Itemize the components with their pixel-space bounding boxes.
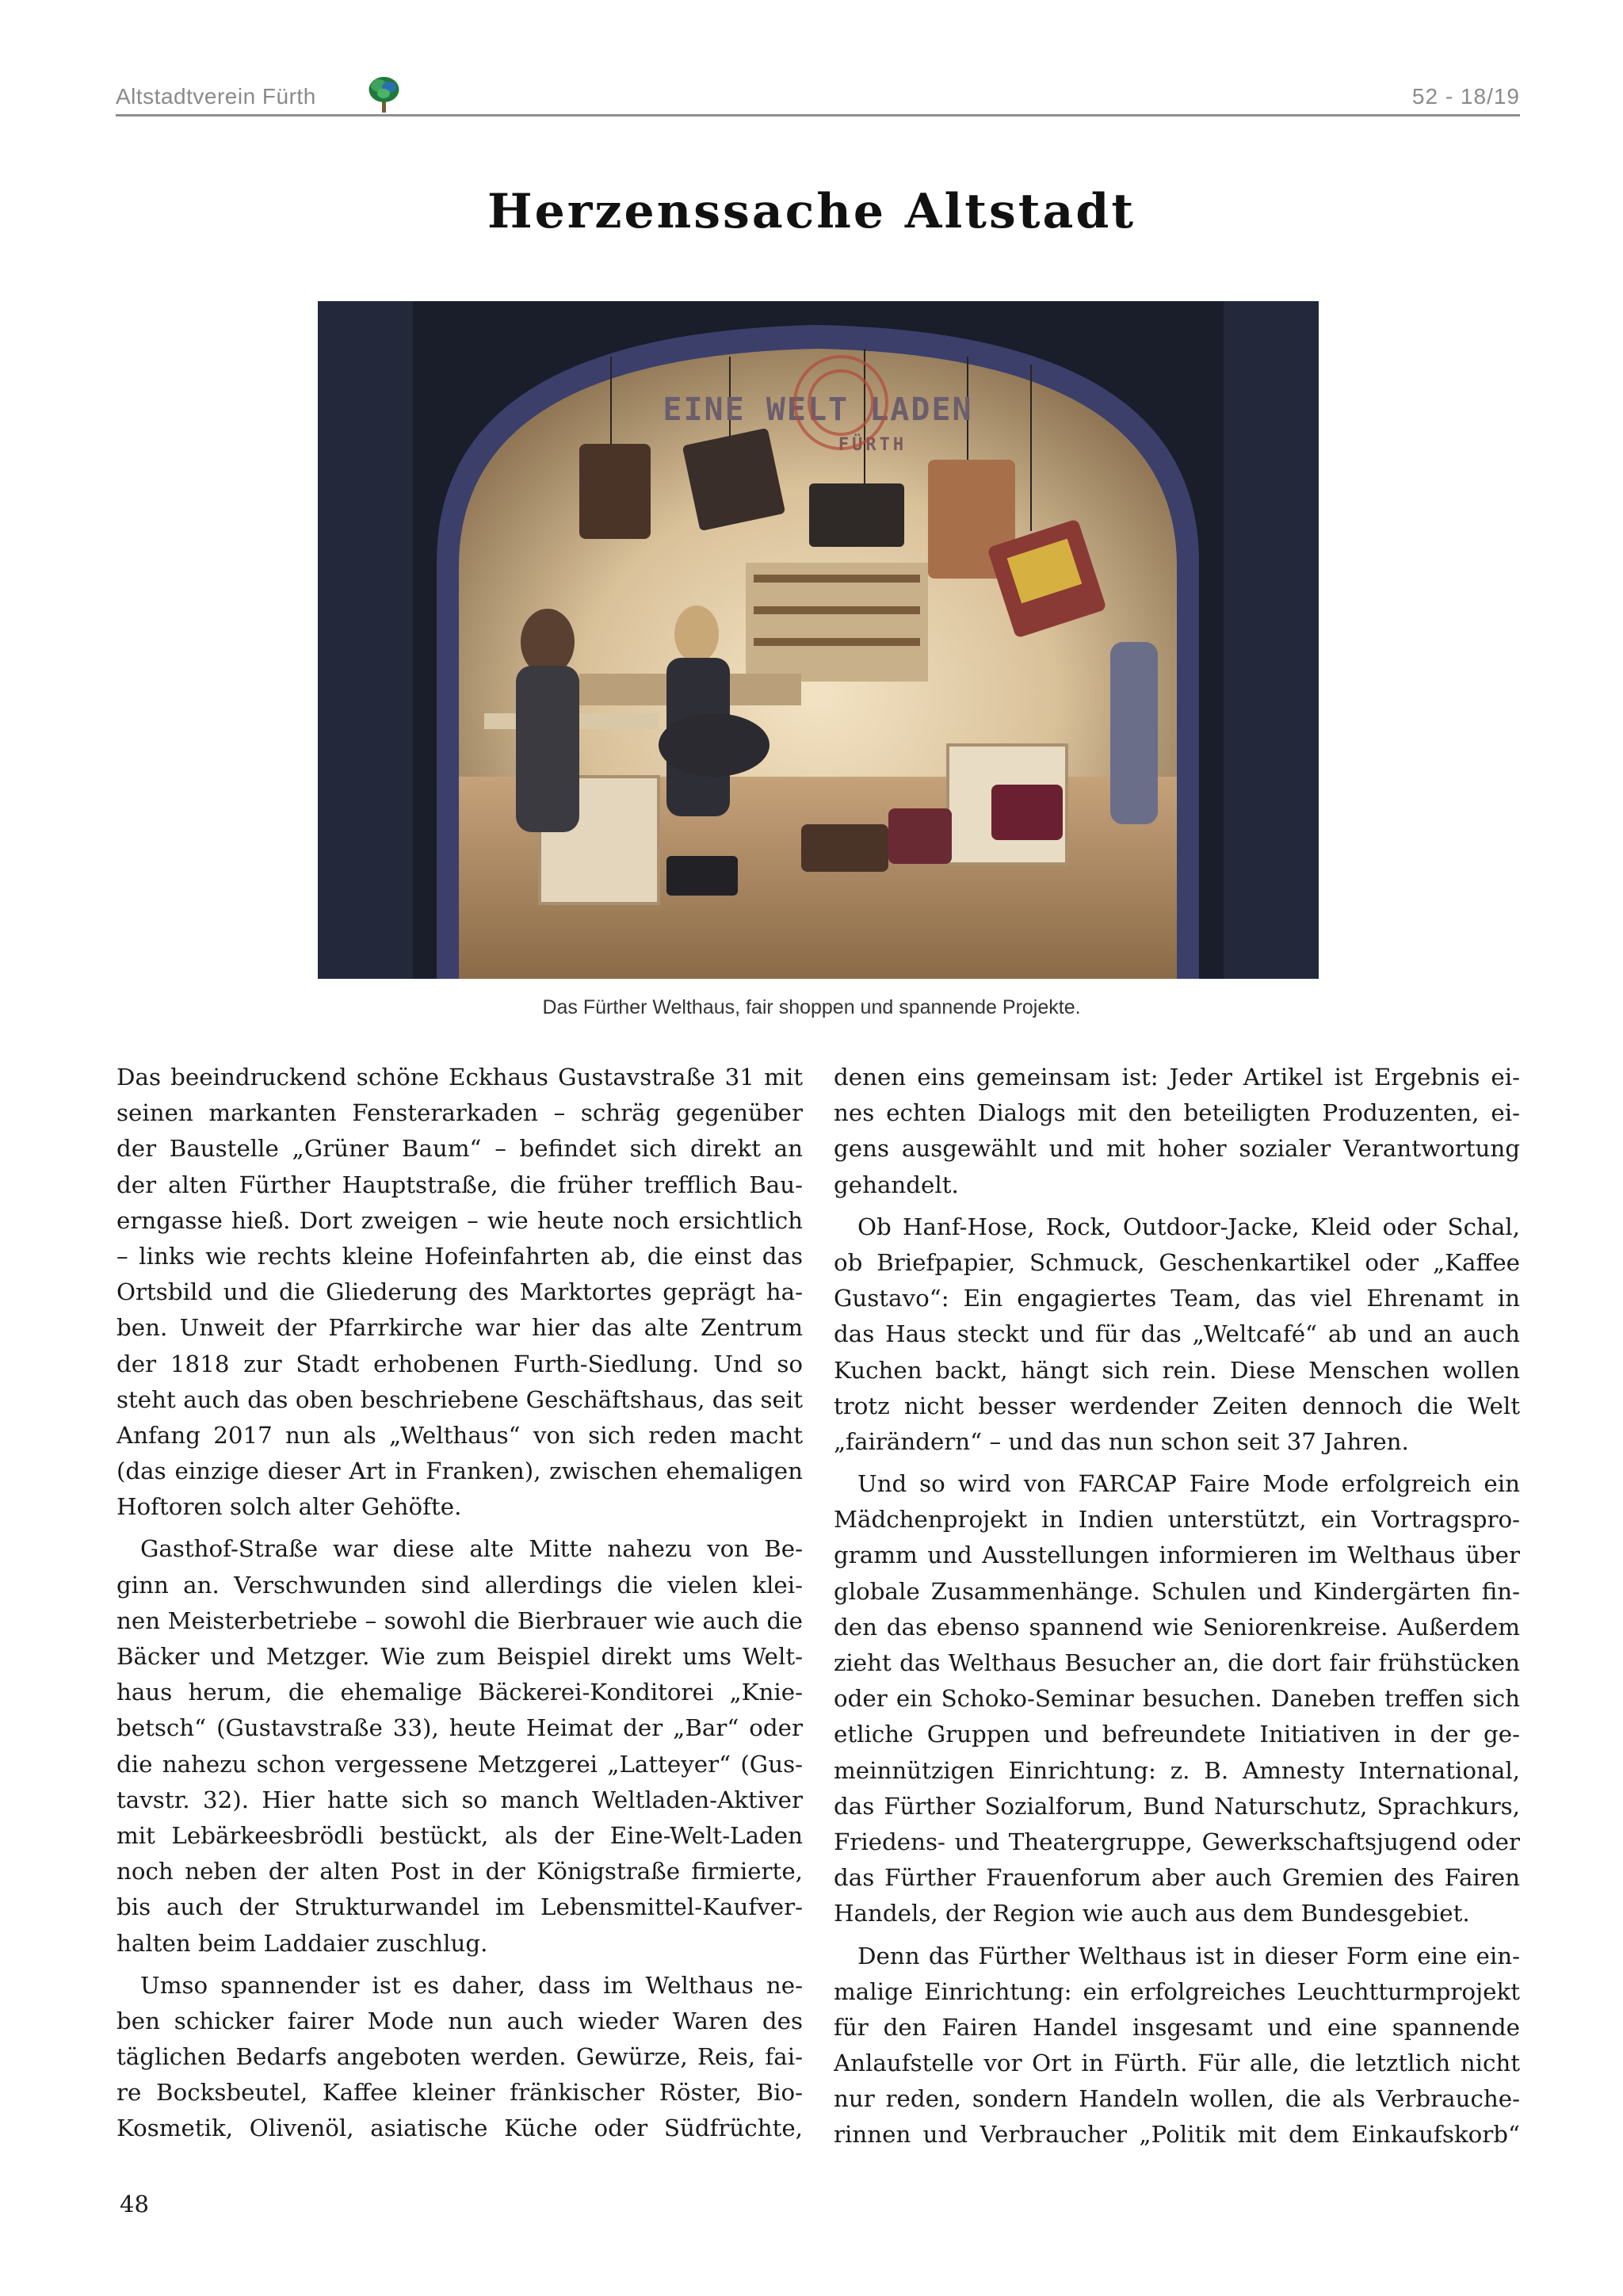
body-text-line: Kosmetik, Olivenöl, asiatische Küche oder Südfrüchte, <box>116 2115 803 2142</box>
body-text-line: für den Fairen Handel insgesamt und eine spannende <box>834 2013 1520 2041</box>
body-text-line: ob Briefpapier, Schmuck, Geschenkartikel oder „Kaffee <box>834 1248 1520 1276</box>
body-text-line: mit Lebärkeesbrödli bestückt, als der Eine-Welt-Laden <box>116 1821 803 1849</box>
body-text-line: nes echten Dialogs mit den beteiligten Produzenten, ei- <box>834 1099 1520 1127</box>
body-text-line: steht auch das oben beschriebene Geschäftshaus, das seit <box>116 1385 803 1413</box>
body-text-line: Ortsbild und die Gliederung des Marktortes geprägt ha- <box>116 1278 803 1306</box>
header-issue: 52 - 18/19 <box>1411 84 1520 109</box>
body-text-line: malige Einrichtung: ein erfolgreiches Leuchtturmprojekt <box>834 1977 1520 2005</box>
body-text-line: Kuchen backt, hängt sich rein. Diese Menschen wollen <box>834 1356 1520 1384</box>
shop-photo <box>318 301 1319 979</box>
text-column-right <box>834 1060 1520 2153</box>
body-text-line: re Bocksbeutel, Kaffee kleiner fränkischer Röster, Bio- <box>116 2079 803 2107</box>
body-text-line: Das beeindruckend schöne Eckhaus Gustavstraße 31 mit <box>116 1064 803 1091</box>
body-text-line: Ob Hanf-Hose, Rock, Outdoor-Jacke, Kleid oder Schal, <box>857 1213 1520 1240</box>
body-text-line: meinnützigen Einrichtung: z. B. Amnesty International, <box>834 1756 1520 1784</box>
body-text-line: gens ausgewählt und mit hoher sozialer Verantwortung <box>834 1135 1520 1163</box>
article-title: Herzenssache Altstadt <box>487 184 1136 239</box>
body-text-line: denen eins gemeinsam ist: Jeder Artikel ist Ergebnis ei- <box>834 1064 1520 1091</box>
body-text-line: der alten Fürther Hauptstraße, die früher trefflich Bau- <box>116 1171 803 1198</box>
body-text-line: ginn an. Verschwunden sind allerdings die vielen klei- <box>116 1571 803 1599</box>
text-column-left <box>116 1060 803 2147</box>
body-text-line: Gasthof-Straße war diese alte Mitte nahezu von Be- <box>140 1535 803 1563</box>
body-text-line: das Fürther Sozialforum, Bund Naturschutz, Sprachkurs, <box>834 1792 1520 1820</box>
body-text-line: Friedens- und Theatergruppe, Gewerkschaftsjugend oder <box>834 1828 1520 1855</box>
body-text-line: Anfang 2017 nun als „Welthaus“ von sich reden macht <box>116 1421 803 1449</box>
body-text-line: – links wie rechts kleine Hofeinfahrten ab, die einst das <box>116 1242 803 1270</box>
header-publisher: Altstadtverein Fürth <box>116 84 316 109</box>
photo-caption: Das Fürther Welthaus, fair shoppen und spannende Projekte. <box>542 996 1081 1018</box>
shop-sign-subtext: FÜRTH <box>838 435 907 455</box>
body-text-line: täglichen Bedarfs angeboten werden. Gewürze, Reis, fai- <box>116 2043 803 2071</box>
body-text-line: tavstr. 32). Hier hatte sich so manch Weltladen-Aktiver <box>116 1786 803 1813</box>
body-text-line: der 1818 zur Stadt erhobenen Furth-Siedlung. Und so <box>116 1350 803 1377</box>
body-text-line: der Baustelle „Grüner Baum“ – befindet sich direkt an <box>116 1135 803 1163</box>
body-text-line: (das einzige dieser Art in Franken), zwischen ehemaligen <box>116 1457 803 1485</box>
body-text-line: Und so wird von FARCAP Faire Mode erfolgreich ein <box>857 1470 1520 1498</box>
body-text-line: das Fürther Frauenforum aber auch Gremien des Fairen <box>834 1864 1520 1892</box>
body-text-line: noch neben der alten Post in der Königstraße firmierte, <box>116 1858 803 1885</box>
body-text-line: die nahezu schon vergessene Metzgerei „Latteyer“ (Gus- <box>116 1750 803 1778</box>
body-text-line: Bäcker und Metzger. Wie zum Beispiel direkt ums Welt- <box>116 1643 803 1670</box>
running-header <box>116 76 1520 116</box>
body-text-line: erngasse hieß. Dort zweigen – wie heute noch ersichtlich <box>116 1206 803 1234</box>
body-text-line: rinnen und Verbraucher „Politik mit dem Einkaufskorb“ <box>834 2121 1520 2149</box>
header-rule <box>116 114 1520 117</box>
body-text-line: Hoftoren solch alter Gehöfte. <box>116 1493 462 1521</box>
body-text-line: etliche Gruppen und befreundete Initiativen in der ge- <box>834 1721 1520 1748</box>
body-text-line: das Haus steckt und für das „Weltcafé“ ab und an auch <box>834 1320 1520 1348</box>
body-text-line: ben. Unweit der Pfarrkirche war hier das alte Zentrum <box>116 1314 803 1342</box>
body-text-line: den das ebenso spannend wie Seniorenkreise. Außerdem <box>834 1613 1520 1641</box>
body-text-line: Denn das Fürther Welthaus ist in dieser Form eine ein- <box>857 1942 1520 1969</box>
body-text-line: zieht das Welthaus Besucher an, die dort fair frühstücken <box>834 1649 1520 1676</box>
body-text-line: Anlaufstelle vor Ort in Fürth. Für alle, die letztlich nicht <box>834 2050 1520 2077</box>
shop-window-illustration <box>318 301 1319 979</box>
body-text-line: Mädchenprojekt in Indien unterstützt, ein Vortragspro- <box>834 1506 1520 1534</box>
body-text-line: Gustavo“: Ein engagiertes Team, das viel Ehrenamt in <box>834 1285 1520 1312</box>
body-text-line: „fairändern“ – und das nun schon seit 37 Jahren. <box>834 1427 1409 1455</box>
body-text-line: halten beim Laddaier zuschlug. <box>116 1929 488 1957</box>
body-text-line: gehandelt. <box>834 1171 959 1198</box>
body-text-line: seinen markanten Fensterarkaden – schräg gegenüber <box>116 1099 803 1127</box>
body-text-line: gramm und Ausstellungen informieren im Welthaus über <box>834 1541 1520 1569</box>
body-text-line: Umso spannender ist es daher, dass im Welthaus ne- <box>140 1971 803 1999</box>
body-text-line: haus herum, die ehemalige Bäckerei-Konditorei „Knie- <box>116 1679 803 1706</box>
body-text-line: betsch“ (Gustavstraße 33), heute Heimat der „Bar“ oder <box>116 1714 803 1742</box>
body-text-line: bis auch der Strukturwandel im Lebensmittel-Kaufver- <box>116 1893 803 1921</box>
page-number: 48 <box>120 2191 149 2218</box>
body-text-line: nen Meisterbetriebe – sowohl die Bierbrauer wie auch die <box>116 1606 803 1634</box>
body-text-line: globale Zusammenhänge. Schulen und Kindergärten fin- <box>834 1577 1520 1605</box>
body-text-line: Handels, der Region wie auch aus dem Bundesgebiet. <box>834 1900 1470 1927</box>
body-text-line: oder ein Schoko-Seminar besuchen. Daneben treffen sich <box>834 1685 1520 1713</box>
tree-logo-icon <box>366 76 403 114</box>
shop-sign-text: EINE WELT LADEN <box>663 392 973 428</box>
body-text-line: ben schicker fairer Mode nun auch wieder Waren des <box>116 2007 803 2034</box>
body-text-line: nur reden, sondern Handeln wollen, die als Verbrauche- <box>834 2085 1520 2113</box>
body-text-line: trotz nicht besser werdender Zeiten dennoch die Welt <box>834 1392 1520 1419</box>
